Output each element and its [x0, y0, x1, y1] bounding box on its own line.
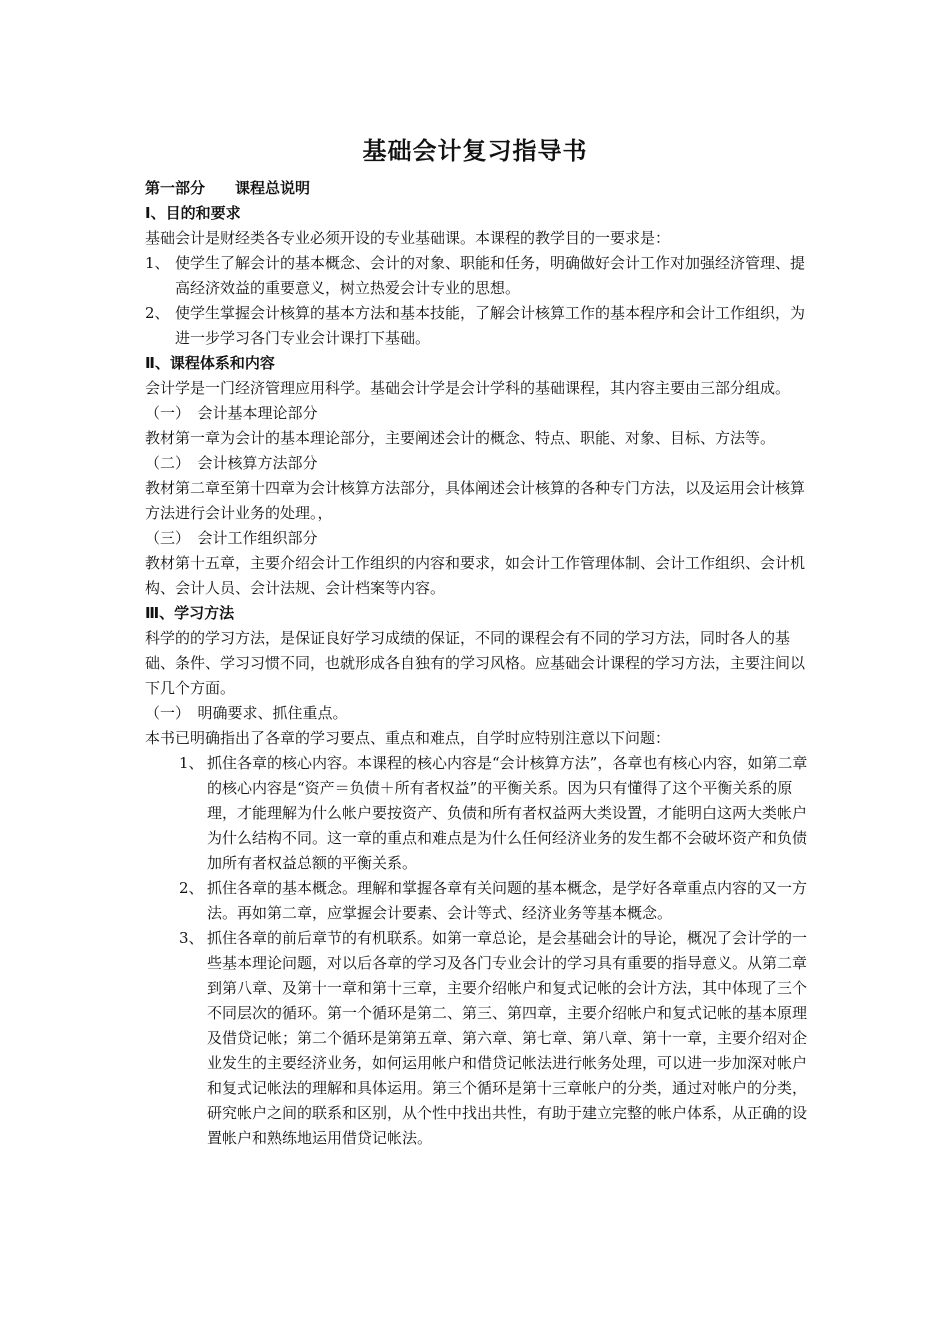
section-heading-methods: Ⅲ、学习方法 [145, 604, 235, 622]
subsection-label: （三） 会计工作组织部分 [145, 529, 318, 547]
list-item-number: 1、 [145, 254, 170, 272]
list-item-number: 1、 [179, 754, 204, 772]
section-intro: 会计学是一门经济管理应用科学。基础会计学是会计学科的基础课程，其内容主要由三部分组成。 [145, 379, 791, 397]
list-item-text: 抓住各章的前后章节的有机联系。如第一章总论，是会基础会计的导论，概况了会计学的一些基本理论问题，对以后各章的学习及各门专业会计的学习具有重要的指导意义。从第二章到第八章、及第十一章和第十三章，主要介绍帐户和复式记帐的会计方法，其中体现了三个不同层次的循环。第一个循环是第二、第三、第四章，主要介绍帐户和复式记帐的基本原理及借贷记帐；第二个循环是第第五章、第六章、第七章、第八章、第十一章，主要介绍对企业发生的主要经济业务，如何运用帐户和借贷记帐法进行帐务处理，可以进一步加深对帐户和复式记帐法的理解和具体运用。第三个循环是第十三章帐户的分类，通过对帐户的分类，研究帐户之间的联系和区别，从个性中找出共性，有助于建立完整的帐户体系，从正确的设置帐户和熟练地运用借贷记帐法。 [207, 929, 808, 1147]
subsection-label: （二） 会计核算方法部分 [145, 454, 318, 472]
list-item [145, 251, 817, 301]
list-item-text: 使学生掌握会计核算的基本方法和基本技能，了解会计核算工作的基本程序和会计工作组织，为进一步学习各门专业会计课打下基础。 [175, 304, 806, 347]
list-item [145, 301, 817, 351]
list-item-text: 抓住各章的基本概念。理解和掌握各章有关问题的基本概念，是学好各章重点内容的又一方法。再如第二章，应掌握会计要素、会计等式、经济业务等基本概念。 [207, 879, 808, 922]
section-heading-purpose: Ⅰ、目的和要求 [145, 204, 241, 222]
part-heading: 第一部分 课程总说明 [145, 179, 311, 197]
list-item [145, 751, 817, 876]
subsection-text: 本书已明确指出了各章的学习要点、重点和难点，自学时应特别注意以下问题： [145, 729, 671, 747]
subsection-label: （一） 明确要求、抓住重点。 [145, 704, 348, 722]
section-intro: 科学的的学习方法，是保证良好学习成绩的保证，不同的课程会有不同的学习方法，同时各人的基础、条件、学习习惯不同，也就形成各自独有的学习风格。应基础会计课程的学习方法，主要注间以下几个方面。 [145, 629, 806, 697]
document-body [145, 176, 817, 1151]
section-heading-structure: Ⅱ、课程体系和内容 [145, 354, 275, 372]
subsection-text: 教材第十五章，主要介绍会计工作组织的内容和要求，如会计工作管理体制、会计工作组织、会计机构、会计人员、会计法规、会计档案等内容。 [145, 554, 806, 597]
section-intro: 基础会计是财经类各专业必须开设的专业基础课。本课程的教学目的一要求是： [145, 229, 671, 247]
document-title: 基础会计复习指导书 [362, 137, 588, 165]
list-item-number: 3、 [179, 929, 204, 947]
list-item-text: 使学生了解会计的基本概念、会计的对象、职能和任务，明确做好会计工作对加强经济管理、提高经济效益的重要意义，树立热爱会计专业的思想。 [175, 254, 806, 297]
subsection-label: （一） 会计基本理论部分 [145, 404, 318, 422]
list-item [145, 926, 817, 1151]
list-item [145, 876, 817, 926]
list-item-text: 抓住各章的核心内容。本课程的核心内容是“会计核算方法”，各章也有核心内容，如第二章的核心内容是“资产＝负债＋所有者权益”的平衡关系。因为只有懂得了这个平衡关系的原理，才能理解为什么帐户要按资产、负债和所有者权益两大类设置，才能明白这两大类帐户为什么结构不同。这一章的重点和难点是为什么任何经济业务的发生都不会破坏资产和负债加所有者权益总额的平衡关系。 [207, 754, 808, 872]
subsection-text: 教材第一章为会计的基本理论部分，主要阐述会计的概念、特点、职能、对象、目标、方法等。 [145, 429, 776, 447]
list-item-number: 2、 [179, 879, 204, 897]
subsection-text: 教材第二章至第十四章为会计核算方法部分，具体阐述会计核算的各种专门方法，以及运用会计核算方法进行会计业务的处理。， [145, 479, 806, 522]
list-item-number: 2、 [145, 304, 170, 322]
